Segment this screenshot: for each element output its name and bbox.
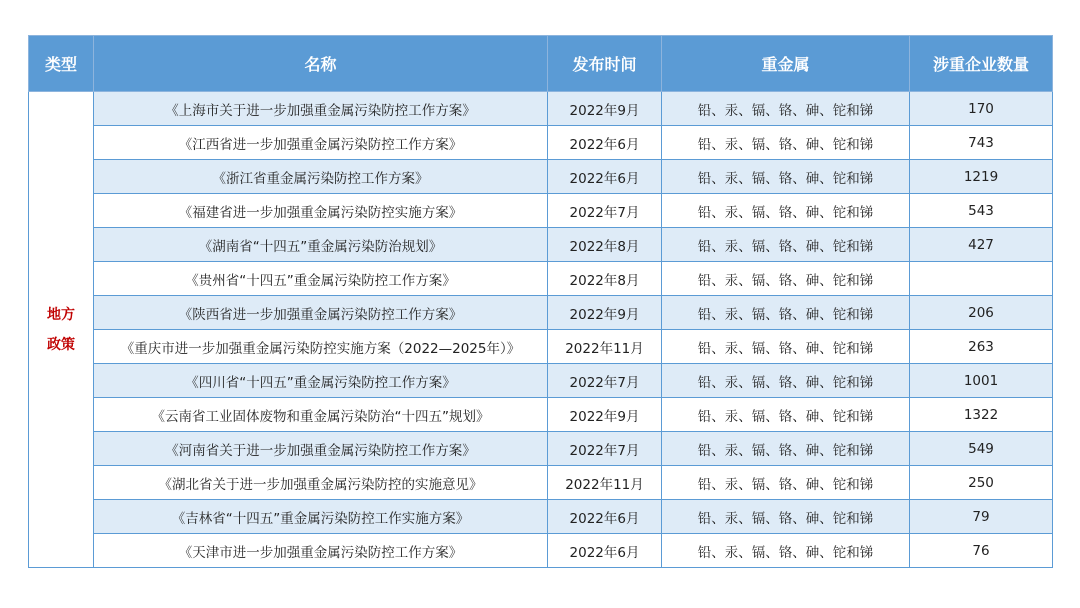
cell-date: 2022年6月: [548, 160, 662, 194]
cell-date: 2022年9月: [548, 92, 662, 126]
policy-table: [28, 35, 1053, 568]
cell-count: 543: [910, 194, 1053, 228]
cell-name: 《浙江省重金属污染防控工作方案》: [94, 160, 548, 194]
table-row: [29, 330, 1053, 364]
cell-name: 《上海市关于进一步加强重金属污染防控工作方案》: [94, 92, 548, 126]
cell-metals: 铅、汞、镉、铬、砷、铊和锑: [662, 126, 910, 160]
header-row: [29, 36, 1053, 92]
header-name: 名称: [94, 36, 548, 92]
cell-name: 《天津市进一步加强重金属污染防控工作方案》: [94, 534, 548, 568]
cell-date: 2022年11月: [548, 330, 662, 364]
cell-date: 2022年7月: [548, 364, 662, 398]
cell-name: 《江西省进一步加强重金属污染防控工作方案》: [94, 126, 548, 160]
table-row: [29, 364, 1053, 398]
cell-metals: 铅、汞、镉、铬、砷、铊和锑: [662, 160, 910, 194]
cell-name: 《四川省“十四五”重金属污染防控工作方案》: [94, 364, 548, 398]
table-row: [29, 500, 1053, 534]
table-row: [29, 126, 1053, 160]
cell-count: 250: [910, 466, 1053, 500]
table-row: [29, 228, 1053, 262]
cell-date: 2022年6月: [548, 126, 662, 160]
cell-metals: 铅、汞、镉、铬、砷、铊和锑: [662, 330, 910, 364]
cell-metals: 铅、汞、镉、铬、砷、铊和锑: [662, 262, 910, 296]
table-row: [29, 432, 1053, 466]
cell-date: 2022年8月: [548, 228, 662, 262]
table-row: [29, 296, 1053, 330]
cell-metals: 铅、汞、镉、铬、砷、铊和锑: [662, 500, 910, 534]
cell-name: 《云南省工业固体废物和重金属污染防治“十四五”规划》: [94, 398, 548, 432]
type-cell: [29, 92, 94, 568]
cell-count: 743: [910, 126, 1053, 160]
cell-count: 263: [910, 330, 1053, 364]
table-row: [29, 92, 1053, 126]
table-row: [29, 534, 1053, 568]
header-type: 类型: [29, 36, 94, 92]
cell-date: 2022年7月: [548, 432, 662, 466]
table-row: [29, 160, 1053, 194]
cell-name: 《吉林省“十四五”重金属污染防控工作实施方案》: [94, 500, 548, 534]
header-date: 发布时间: [548, 36, 662, 92]
cell-name: 《福建省进一步加强重金属污染防控实施方案》: [94, 194, 548, 228]
type-label-line1: 地方: [47, 306, 75, 323]
cell-count: 1219: [910, 160, 1053, 194]
cell-name: 《陕西省进一步加强重金属污染防控工作方案》: [94, 296, 548, 330]
cell-date: 2022年11月: [548, 466, 662, 500]
cell-name: 《河南省关于进一步加强重金属污染防控工作方案》: [94, 432, 548, 466]
cell-metals: 铅、汞、镉、铬、砷、铊和锑: [662, 432, 910, 466]
cell-date: 2022年6月: [548, 534, 662, 568]
cell-name: 《湖南省“十四五”重金属污染防治规划》: [94, 228, 548, 262]
cell-metals: 铅、汞、镉、铬、砷、铊和锑: [662, 466, 910, 500]
cell-metals: 铅、汞、镉、铬、砷、铊和锑: [662, 398, 910, 432]
cell-date: 2022年9月: [548, 398, 662, 432]
cell-name: 《重庆市进一步加强重金属污染防控实施方案（2022—2025年）》: [94, 330, 548, 364]
cell-date: 2022年8月: [548, 262, 662, 296]
cell-date: 2022年9月: [548, 296, 662, 330]
header-count: 涉重企业数量: [910, 36, 1053, 92]
cell-count: 79: [910, 500, 1053, 534]
cell-metals: 铅、汞、镉、铬、砷、铊和锑: [662, 194, 910, 228]
cell-count: 427: [910, 228, 1053, 262]
type-label-line2: 政策: [47, 336, 75, 353]
header-metals: 重金属: [662, 36, 910, 92]
cell-count: 170: [910, 92, 1053, 126]
cell-name: 《湖北省关于进一步加强重金属污染防控的实施意见》: [94, 466, 548, 500]
cell-count: 1001: [910, 364, 1053, 398]
cell-count: 1322: [910, 398, 1053, 432]
cell-date: 2022年7月: [548, 194, 662, 228]
table-row: [29, 262, 1053, 296]
table-row: [29, 466, 1053, 500]
cell-count: 549: [910, 432, 1053, 466]
cell-metals: 铅、汞、镉、铬、砷、铊和锑: [662, 364, 910, 398]
table-body: [29, 92, 1053, 568]
cell-metals: 铅、汞、镉、铬、砷、铊和锑: [662, 92, 910, 126]
cell-metals: 铅、汞、镉、铬、砷、铊和锑: [662, 228, 910, 262]
cell-count: [910, 262, 1053, 296]
cell-date: 2022年6月: [548, 500, 662, 534]
table-row: [29, 194, 1053, 228]
cell-metals: 铅、汞、镉、铬、砷、铊和锑: [662, 296, 910, 330]
cell-name: 《贵州省“十四五”重金属污染防控工作方案》: [94, 262, 548, 296]
cell-metals: 铅、汞、镉、铬、砷、铊和锑: [662, 534, 910, 568]
table-row: [29, 398, 1053, 432]
cell-count: 206: [910, 296, 1053, 330]
cell-count: 76: [910, 534, 1053, 568]
